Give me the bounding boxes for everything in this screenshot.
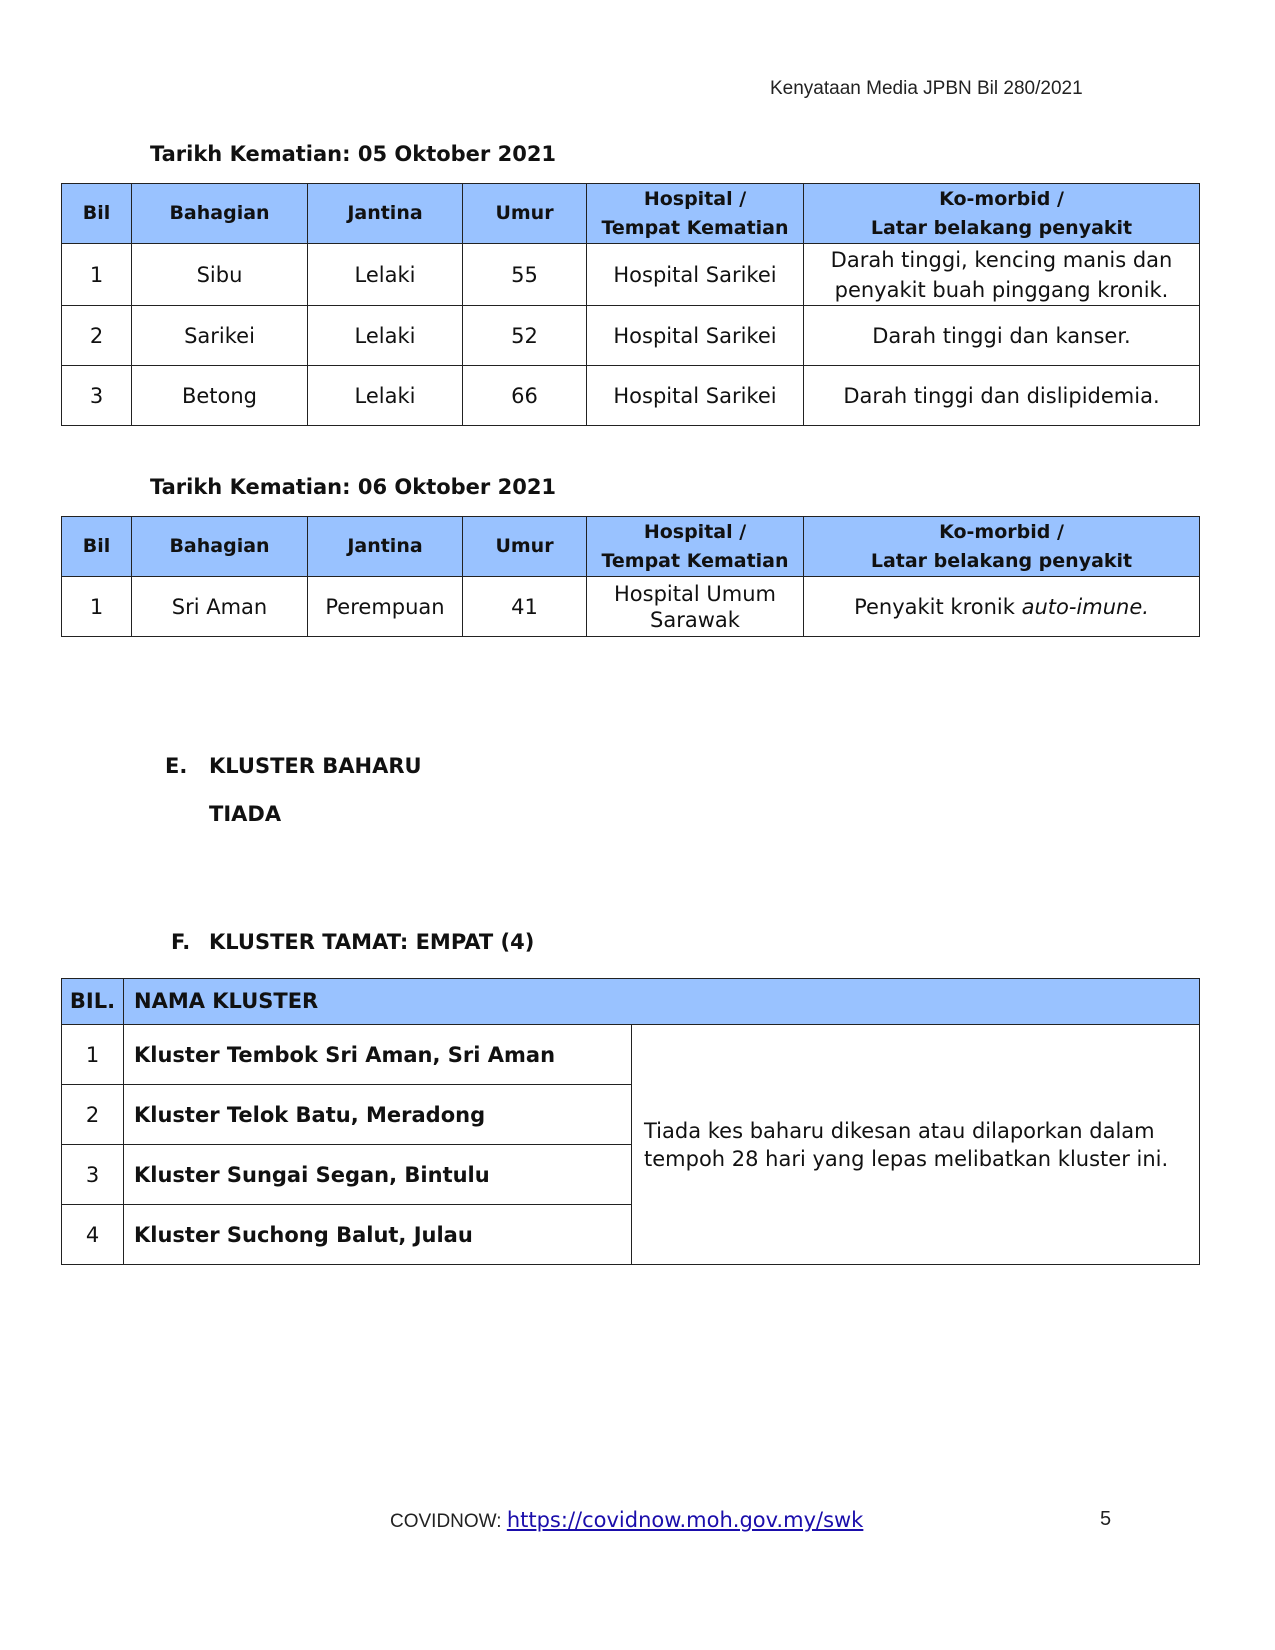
cell-umur: 55 [463, 244, 587, 306]
cell-jantina: Lelaki [308, 244, 463, 306]
cell-bil: 2 [62, 1085, 124, 1145]
deaths-table-2 [61, 516, 1200, 637]
table-row [62, 366, 1200, 426]
col-bahagian: Bahagian [132, 517, 308, 577]
col-hospital-line2: Tempat Kematian [601, 549, 789, 572]
table-header-row [62, 979, 1200, 1025]
col-jantina: Jantina [308, 184, 463, 244]
col-komorbid-line2: Latar belakang penyakit [870, 549, 1133, 572]
footer [390, 1508, 863, 1533]
cell-hospital: Hospital Sarikei [587, 306, 804, 366]
remark-line2: tempoh 28 hari yang lepas melibatkan kluster ini. [644, 1146, 1169, 1171]
cell-bahagian: Betong [132, 366, 308, 426]
cell-cluster-name: Kluster Telok Batu, Meradong [124, 1085, 632, 1145]
section-e-title: KLUSTER BAHARU [209, 754, 422, 778]
cell-umur: 66 [463, 366, 587, 426]
cell-umur: 41 [463, 577, 587, 637]
cell-komorbid-text: Penyakit kronik [854, 594, 1022, 619]
col-komorbid [804, 517, 1200, 577]
col-hospital-line2: Tempat Kematian [601, 216, 789, 239]
col-hospital-line1: Hospital / [643, 520, 747, 543]
col-komorbid-line2: Latar belakang penyakit [870, 216, 1133, 239]
col-komorbid-line1: Ko-morbid / [939, 520, 1064, 543]
cell-bil: 1 [62, 577, 132, 637]
cell-komorbid-line2: penyakit buah pinggang kronik. [834, 277, 1169, 302]
cell-hospital [587, 577, 804, 637]
col-umur: Umur [463, 517, 587, 577]
cell-cluster-name: Kluster Suchong Balut, Julau [124, 1205, 632, 1265]
death-date-heading-1: Tarikh Kematian: 05 Oktober 2021 [150, 142, 557, 166]
cell-jantina: Lelaki [308, 366, 463, 426]
cell-bahagian: Sri Aman [132, 577, 308, 637]
cell-komorbid [804, 577, 1200, 637]
cell-bil: 3 [62, 366, 132, 426]
table-row [62, 306, 1200, 366]
cell-komorbid: Darah tinggi dan dislipidemia. [804, 366, 1200, 426]
section-f-title: KLUSTER TAMAT: EMPAT (4) [209, 930, 535, 954]
cell-bil: 1 [62, 244, 132, 306]
col-bil: Bil [62, 517, 132, 577]
col-bahagian: Bahagian [132, 184, 308, 244]
cell-hospital-line1: Hospital Umum [614, 581, 776, 606]
cell-cluster-name: Kluster Sungai Segan, Bintulu [124, 1145, 632, 1205]
cell-hospital: Hospital Sarikei [587, 244, 804, 306]
col-komorbid-line1: Ko-morbid / [939, 187, 1064, 210]
remark-line1: Tiada kes baharu dikesan atau dilaporkan dalam [644, 1118, 1155, 1143]
footer-label: COVIDNOW: [390, 1511, 507, 1532]
cell-remark [632, 1025, 1200, 1265]
cell-komorbid-italic: auto-imune. [1021, 594, 1149, 619]
col-nama-kluster: NAMA KLUSTER [124, 979, 1200, 1025]
col-umur: Umur [463, 184, 587, 244]
section-e-value: TIADA [209, 802, 282, 826]
table-row [62, 1025, 1200, 1085]
clusters-table [61, 978, 1200, 1265]
col-bil: BIL. [62, 979, 124, 1025]
covidnow-link[interactable]: https://covidnow.moh.gov.my/swk [506, 1508, 864, 1532]
cell-umur: 52 [463, 306, 587, 366]
cell-komorbid-line1: Darah tinggi, kencing manis dan [830, 247, 1173, 272]
cell-bil: 1 [62, 1025, 124, 1085]
cell-bil: 3 [62, 1145, 124, 1205]
section-e-letter: E. [165, 754, 188, 778]
cell-bahagian: Sibu [132, 244, 308, 306]
document-reference: Kenyataan Media JPBN Bil 280/2021 [770, 78, 1083, 99]
death-date-heading-2: Tarikh Kematian: 06 Oktober 2021 [150, 475, 557, 499]
col-komorbid [804, 184, 1200, 244]
table-row [62, 577, 1200, 637]
cell-bil: 2 [62, 306, 132, 366]
table-row [62, 244, 1200, 306]
cell-cluster-name: Kluster Tembok Sri Aman, Sri Aman [124, 1025, 632, 1085]
cell-jantina: Lelaki [308, 306, 463, 366]
cell-komorbid [804, 244, 1200, 306]
cell-hospital-line2: Sarawak [650, 607, 740, 632]
table-header-row [62, 517, 1200, 577]
section-f-letter: F. [171, 930, 191, 954]
cell-bil: 4 [62, 1205, 124, 1265]
col-hospital-line1: Hospital / [643, 187, 747, 210]
table-header-row [62, 184, 1200, 244]
col-bil: Bil [62, 184, 132, 244]
deaths-table-1 [61, 183, 1200, 426]
cell-jantina: Perempuan [308, 577, 463, 637]
col-hospital [587, 184, 804, 244]
col-hospital [587, 517, 804, 577]
cell-bahagian: Sarikei [132, 306, 308, 366]
cell-hospital: Hospital Sarikei [587, 366, 804, 426]
cell-komorbid: Darah tinggi dan kanser. [804, 306, 1200, 366]
page-number: 5 [1100, 1508, 1112, 1530]
col-jantina: Jantina [308, 517, 463, 577]
